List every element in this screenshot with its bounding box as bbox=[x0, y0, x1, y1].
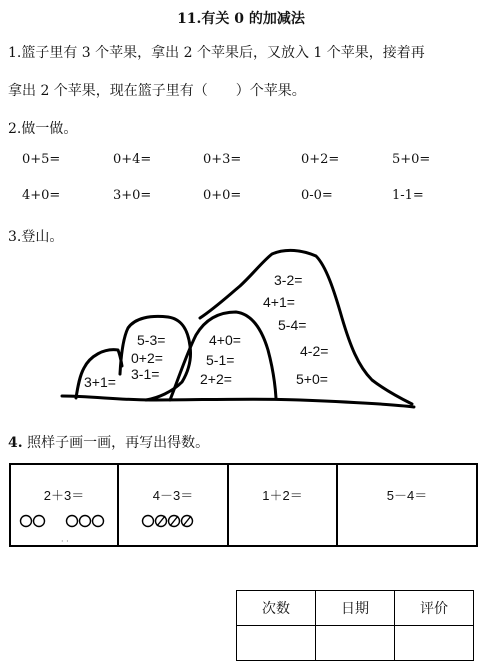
eval-cell[interactable] bbox=[237, 626, 316, 661]
q2-row1-item: 5+0= bbox=[392, 152, 431, 167]
eval-header-date: 日期 bbox=[316, 591, 395, 626]
peak-2-problem: 0+2= bbox=[131, 350, 163, 366]
q4-cell-equation: 4－3＝ bbox=[152, 488, 194, 503]
eval-header-count: 次数 bbox=[237, 591, 316, 626]
q4-drawing-table bbox=[9, 463, 478, 547]
peak-2-problem: 3-1= bbox=[131, 366, 160, 382]
q4-cell-equation: 5－4＝ bbox=[386, 488, 428, 503]
dot-mark: · · bbox=[61, 537, 69, 546]
eval-cell[interactable] bbox=[316, 626, 395, 661]
q4-cell-blank[interactable] bbox=[229, 465, 338, 545]
evaluation-table bbox=[236, 590, 474, 661]
q1-line1: 1.篮子里有 3 个苹果，拿出 2 个苹果后，又放入 1 个苹果，接着再 bbox=[8, 45, 425, 61]
q4-number: 4. bbox=[8, 435, 23, 451]
q4-heading bbox=[8, 432, 209, 452]
peak-2-problem: 5-3= bbox=[137, 332, 166, 348]
peak-4-problem: 4-2= bbox=[300, 343, 329, 359]
peak-3-problem: 5-1= bbox=[206, 352, 235, 368]
example-circles bbox=[19, 513, 114, 529]
q4-cell-example-2 bbox=[119, 465, 229, 545]
q4-cell-equation: 2＋3＝ bbox=[43, 488, 85, 503]
q1-line2: 拿出 2 个苹果，现在篮子里有（ ）个苹果。 bbox=[8, 83, 306, 99]
crossed-circles bbox=[141, 513, 211, 529]
q2-row1-item: 0+5= bbox=[22, 152, 61, 167]
q4-cell-example bbox=[11, 465, 119, 545]
peak-1-problem: 3+1= bbox=[84, 374, 116, 390]
q4-cell-equation: 1＋2＝ bbox=[262, 488, 303, 503]
q2-row2-item: 0-0= bbox=[301, 188, 333, 203]
eval-header-rating: 评价 bbox=[395, 591, 474, 626]
peak-3-problem: 4+0= bbox=[209, 332, 241, 348]
peak-4-problem: 4+1= bbox=[263, 294, 295, 310]
q4-cell-blank[interactable] bbox=[338, 465, 476, 545]
q2-row2-item: 3+0= bbox=[113, 188, 152, 203]
q2-row2-item: 0+0= bbox=[203, 188, 242, 203]
q2-row2-item: 4+0= bbox=[22, 188, 61, 203]
q2-row1-item: 0+3= bbox=[203, 152, 242, 167]
peak-4-problem: 5-4= bbox=[278, 317, 307, 333]
q2-row1-item: 0+4= bbox=[113, 152, 152, 167]
ground-line bbox=[62, 396, 414, 407]
q2-row2-item: 1-1= bbox=[392, 188, 424, 203]
eval-cell[interactable] bbox=[395, 626, 474, 661]
q3-heading: 3.登山。 bbox=[8, 229, 64, 245]
peak-4-problem: 3-2= bbox=[274, 272, 303, 288]
q4-heading-text: 照样子画一画，再写出得数。 bbox=[22, 435, 210, 451]
peak-4-problem: 5+0= bbox=[296, 371, 328, 387]
q2-heading: 2.做一做。 bbox=[8, 121, 78, 137]
page-title: 11.有关 0 的加减法 bbox=[177, 11, 305, 27]
peak-3-problem: 2+2= bbox=[200, 371, 232, 387]
q2-row1-item: 0+2= bbox=[301, 152, 340, 167]
